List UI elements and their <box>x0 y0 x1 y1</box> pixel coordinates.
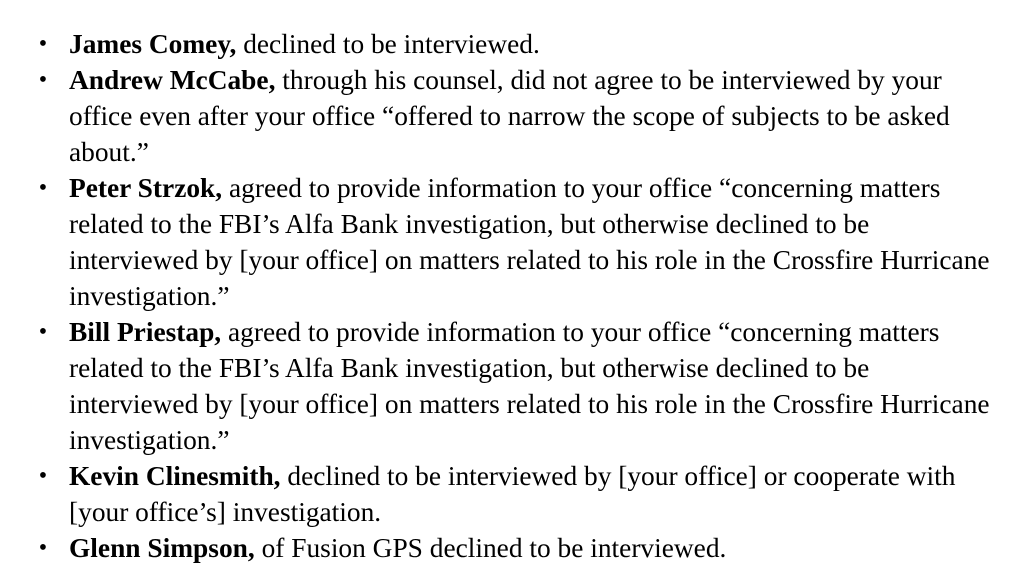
bullet-icon: • <box>38 31 48 57</box>
document-page <box>0 26 1014 566</box>
person-name: James Comey, <box>69 29 237 59</box>
list-item <box>0 530 1014 566</box>
bullet-icon: • <box>38 319 48 345</box>
item-text: declined to be interviewed. <box>236 29 540 59</box>
item-text: of Fusion GPS declined to be interviewed. <box>254 533 727 563</box>
list-item <box>0 314 1014 458</box>
person-name: Peter Strzok, <box>69 173 223 203</box>
item-text: agreed to provide information to your office “concerning matters related to the FBI’s Alfa Bank investigation, but otherwise declined to be interviewed by [your office] on matters related to his role in the Crossfire Hurricane investigation.” <box>69 317 990 455</box>
bullet-list <box>0 26 1014 566</box>
bullet-icon: • <box>38 67 48 93</box>
person-name: Bill Priestap, <box>69 317 222 347</box>
list-item <box>0 170 1014 314</box>
bullet-icon: • <box>38 175 48 201</box>
item-text: through his counsel, did not agree to be interviewed by your office even after your office “offered to narrow the scope of subjects to be asked about.” <box>69 65 950 167</box>
person-name: Kevin Clinesmith, <box>69 461 281 491</box>
item-text: declined to be interviewed by [your office] or cooperate with [your office’s] investigation. <box>69 461 956 527</box>
list-item <box>0 62 1014 170</box>
person-name: Glenn Simpson, <box>69 533 255 563</box>
list-item <box>0 458 1014 530</box>
bullet-icon: • <box>38 535 48 561</box>
item-text: agreed to provide information to your office “concerning matters related to the FBI’s Alfa Bank investigation, but otherwise declined to be interviewed by [your office] on matters related to his role in the Crossfire Hurricane investigation.” <box>69 173 990 311</box>
list-item <box>0 26 1014 62</box>
person-name: Andrew McCabe, <box>69 65 276 95</box>
bullet-icon: • <box>38 463 48 489</box>
